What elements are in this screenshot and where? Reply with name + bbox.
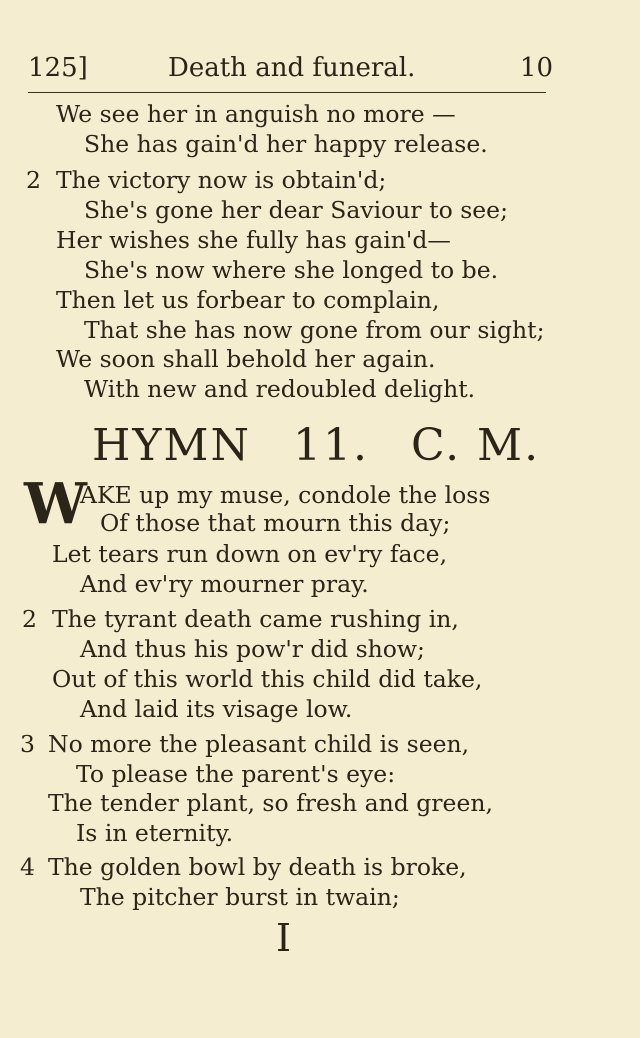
verse-number: 2 [22,605,37,633]
hymn-line: She has gain'd her happy release. [84,130,488,158]
hymn-label: HYMN [92,420,251,471]
hymn-line: The tyrant death came rushing in, [52,605,459,633]
hymn-line: AKE up my muse, condole the loss [80,481,491,509]
hymn-line: We see her in anguish no more — [56,100,456,128]
page-reference: 125] [28,53,88,83]
page-header [28,50,553,86]
hymn-number: 11. [292,420,369,471]
hymn-line: To please the parent's eye: [76,760,396,788]
hymn-line: She's gone her dear Saviour to see; [84,196,508,224]
hymn-line: And laid its visage low. [80,695,353,723]
hymn-line: That she has now gone from our sight; [84,316,545,344]
hymn-line: Is in eternity. [76,819,234,847]
hymn-line: The tender plant, so fresh and green, [48,789,493,817]
verse-number: 4 [20,853,35,881]
hymn-title [92,420,540,472]
hymn-line: Out of this world this child did take, [52,665,483,693]
signature-mark: I [276,916,292,960]
hymn-line: The golden bowl by death is broke, [48,853,467,881]
drop-cap: W [24,471,87,537]
verse-number: 2 [26,166,41,194]
hymn-line: The pitcher burst in twain; [80,883,400,911]
hymn-line: No more the pleasant child is seen, [48,730,470,758]
hymn-meter: C. M. [410,420,541,471]
page-number: 10 [519,53,553,83]
hymn-line: With new and redoubled delight. [84,375,476,403]
hymn-line: And ev'ry mourner pray. [80,570,369,598]
hymn-line: Let tears run down on ev'ry face, [52,540,448,568]
hymn-line: And thus his pow'r did show; [80,635,425,663]
hymn-line: Then let us forbear to complain, [56,286,440,314]
hymn-line: She's now where she longed to be. [84,256,499,284]
hymn-line: Of those that mourn this day; [100,509,451,537]
verse-number: 3 [20,730,35,758]
running-title: Death and funeral. [168,53,416,83]
header-rule [28,92,546,93]
hymn-line: The victory now is obtain'd; [56,166,387,194]
hymn-line: Her wishes she fully has gain'd— [56,226,451,254]
hymn-line: We soon shall behold her again. [56,345,436,373]
